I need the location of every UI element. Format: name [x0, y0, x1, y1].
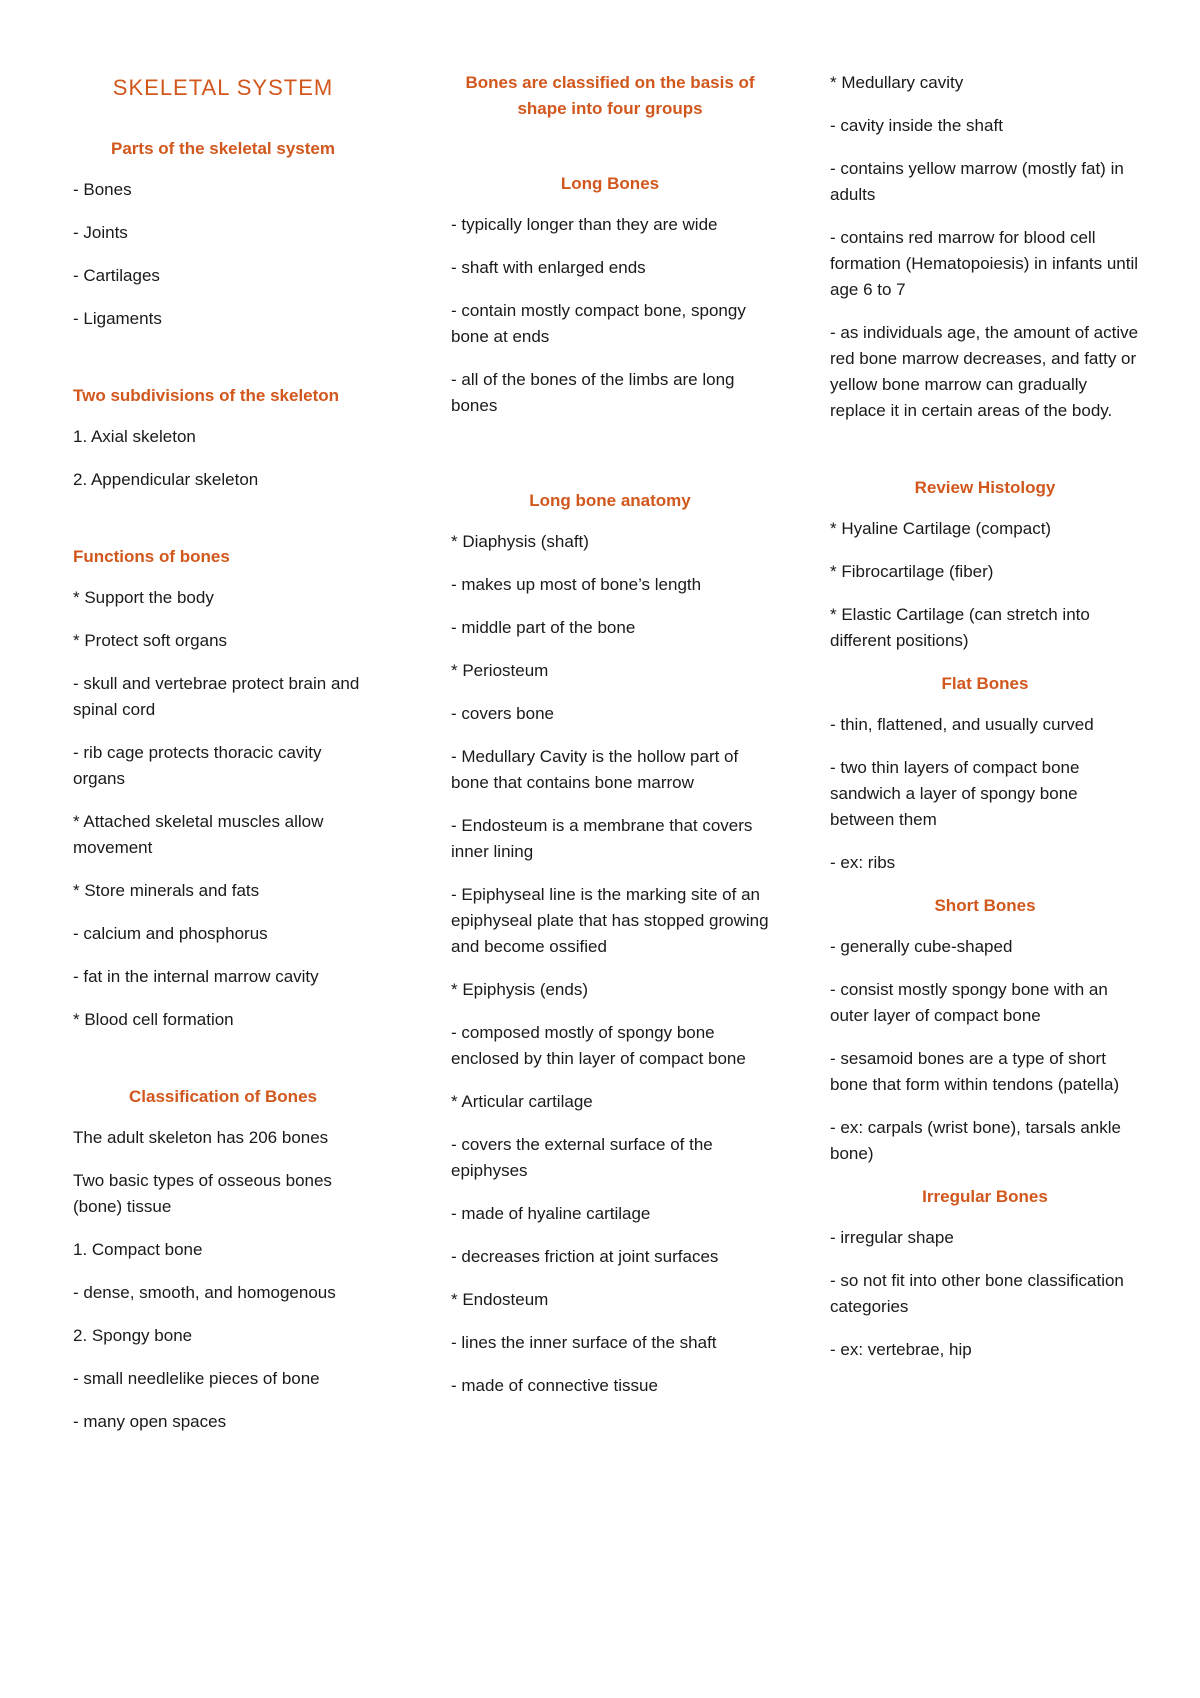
list-item: - all of the bones of the limbs are long bones	[451, 370, 735, 415]
list-item: * Support the body	[73, 588, 214, 607]
list-item: The adult skeleton has 206 bones	[73, 1128, 329, 1147]
document-title: SKELETAL SYSTEM	[112, 75, 334, 100]
irregular-bones-heading: Irregular Bones	[922, 1187, 1048, 1206]
list-item: - generally cube-shaped	[830, 937, 1013, 956]
list-item: - contain mostly compact bone, spongy bone at ends	[451, 301, 746, 346]
list-item: - calcium and phosphorus	[73, 924, 268, 943]
list-item: - shaft with enlarged ends	[451, 258, 646, 277]
list-item: 1. Compact bone	[73, 1240, 203, 1259]
list-item: - many open spaces	[73, 1412, 227, 1431]
list-item: 2. Appendicular skeleton	[73, 470, 259, 489]
list-item: * Hyaline Cartilage (compact)	[830, 519, 1052, 538]
list-item: - decreases friction at joint surfaces	[451, 1247, 719, 1266]
list-item: - made of connective tissue	[451, 1376, 658, 1395]
list-item: * Protect soft organs	[73, 631, 228, 650]
anatomy-heading: Long bone anatomy	[529, 491, 691, 510]
list-item: - skull and vertebrae protect brain and spinal cord	[73, 674, 360, 719]
list-item: * Medullary cavity	[830, 73, 964, 92]
list-item: - small needlelike pieces of bone	[73, 1369, 320, 1388]
list-item: * Diaphysis (shaft)	[451, 532, 589, 551]
list-item: * Endosteum	[451, 1290, 549, 1309]
histology-heading: Review Histology	[914, 478, 1056, 497]
list-item: - two thin layers of compact bone sandwich a layer of spongy bone between them	[830, 758, 1080, 829]
list-item: * Attached skeletal muscles allow movement	[73, 812, 324, 857]
list-item: - ex: vertebrae, hip	[830, 1340, 972, 1359]
subdivisions-heading: Two subdivisions of the skeleton	[73, 386, 340, 405]
list-item: * Periosteum	[451, 661, 549, 680]
list-item: * Store minerals and fats	[73, 881, 260, 900]
list-item: - rib cage protects thoracic cavity organs	[73, 743, 322, 788]
list-item: - Endosteum is a membrane that covers inner lining	[451, 816, 753, 861]
functions-heading: Functions of bones	[73, 547, 230, 566]
list-item: - as individuals age, the amount of active red bone marrow decreases, and fatty or yellow bone marrow can gradually replace it in certain areas of the body.	[830, 323, 1139, 420]
list-item: - makes up most of bone’s length	[451, 575, 702, 594]
list-item: - ex: carpals (wrist bone), tarsals ankle bone)	[830, 1118, 1121, 1163]
classification-heading: Classification of Bones	[129, 1087, 317, 1106]
list-item: - Bones	[73, 180, 132, 199]
list-item: - Joints	[73, 223, 128, 242]
intro-heading: Bones are classified on the basis of shape into four groups	[465, 73, 755, 118]
list-item: - contains yellow marrow (mostly fat) in adults	[830, 159, 1124, 204]
list-item: - lines the inner surface of the shaft	[451, 1333, 717, 1352]
flat-bones-heading: Flat Bones	[941, 674, 1029, 693]
list-item: * Epiphysis (ends)	[451, 980, 589, 999]
list-item: - dense, smooth, and homogenous	[73, 1283, 336, 1302]
list-item: - ex: ribs	[830, 853, 896, 872]
list-item: * Elastic Cartilage (can stretch into different positions)	[830, 605, 1090, 650]
list-item: - irregular shape	[830, 1228, 954, 1247]
list-item: - typically longer than they are wide	[451, 215, 718, 234]
short-bones-heading: Short Bones	[934, 896, 1036, 915]
list-item: * Fibrocartilage (fiber)	[830, 562, 994, 581]
list-item: - Cartilages	[73, 266, 160, 285]
list-item: 1. Axial skeleton	[73, 427, 196, 446]
list-item: Two basic types of osseous bones (bone) tissue	[73, 1171, 332, 1216]
list-item: - Epiphyseal line is the marking site of an epiphyseal plate that has stopped growing and become ossified	[451, 885, 769, 956]
list-item: - cavity inside the shaft	[830, 116, 1003, 135]
list-item: - middle part of the bone	[451, 618, 636, 637]
list-item: - sesamoid bones are a type of short bone that form within tendons (patella)	[830, 1049, 1120, 1094]
list-item: - thin, flattened, and usually curved	[830, 715, 1094, 734]
long-bones-heading: Long Bones	[560, 174, 660, 193]
column-left	[73, 70, 373, 1452]
list-item: - consist mostly spongy bone with an outer layer of compact bone	[830, 980, 1108, 1025]
list-item: - contains red marrow for blood cell formation (Hematopoiesis) in infants until age 6 to 7	[830, 228, 1139, 299]
list-item: - covers the external surface of the epiphyses	[451, 1135, 713, 1180]
list-item: * Articular cartilage	[451, 1092, 593, 1111]
list-item: - covers bone	[451, 704, 554, 723]
list-item: * Blood cell formation	[73, 1010, 234, 1029]
parts-heading: Parts of the skeletal system	[111, 139, 335, 158]
list-item: - Ligaments	[73, 309, 162, 328]
list-item: 2. Spongy bone	[73, 1326, 193, 1345]
list-item: - fat in the internal marrow cavity	[73, 967, 319, 986]
list-item: - Medullary Cavity is the hollow part of bone that contains bone marrow	[451, 747, 739, 792]
list-item: - made of hyaline cartilage	[451, 1204, 651, 1223]
list-item: - composed mostly of spongy bone enclosed by thin layer of compact bone	[451, 1023, 746, 1068]
column-middle	[451, 70, 769, 1416]
list-item: - so not fit into other bone classification categories	[830, 1271, 1124, 1316]
column-right	[830, 70, 1140, 1380]
